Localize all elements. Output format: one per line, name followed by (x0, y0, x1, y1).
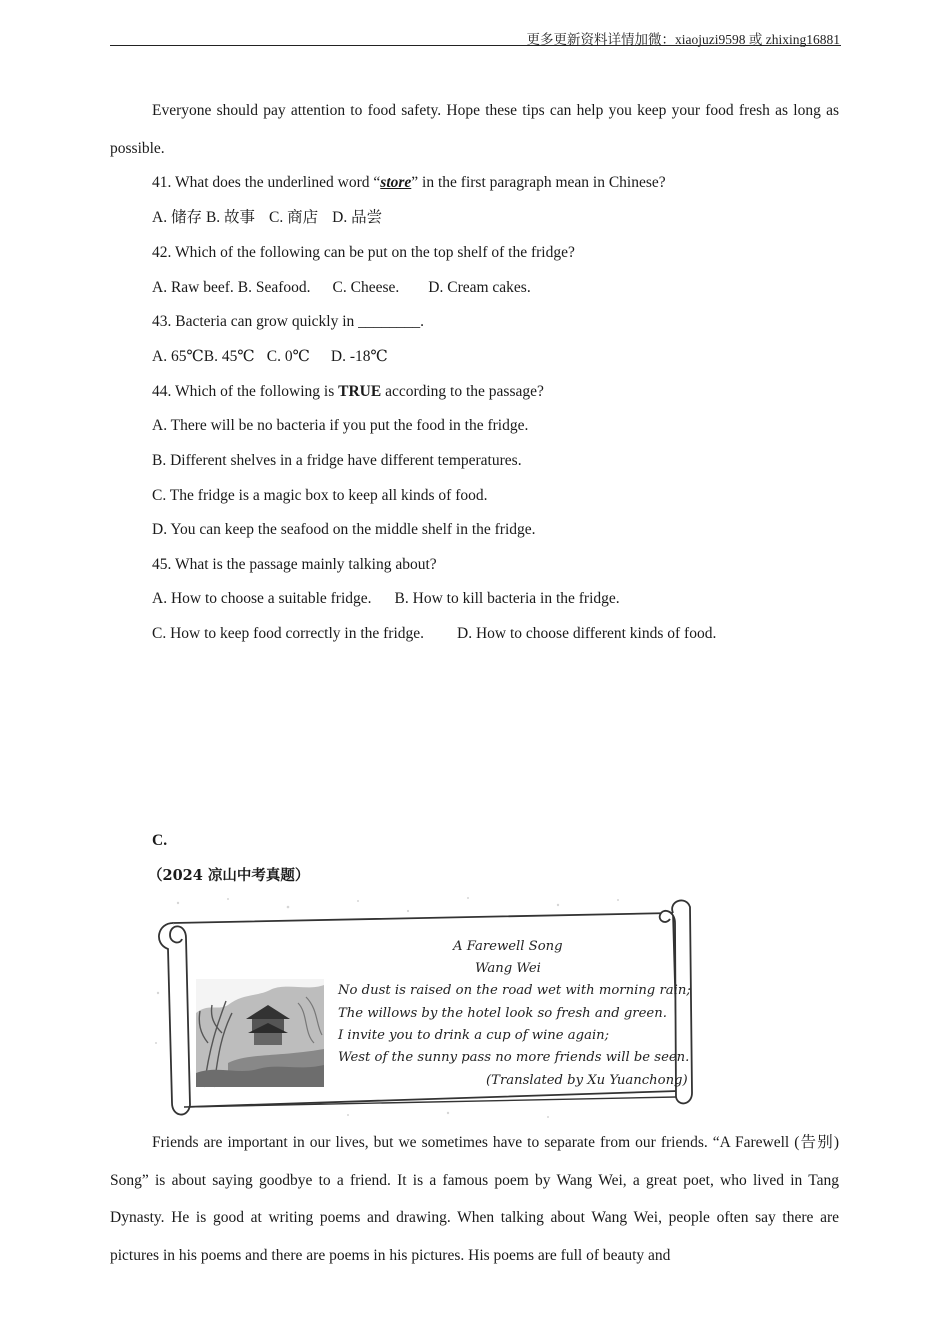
q45-options-row2 (152, 624, 716, 644)
q42-option-d: D. Cream cakes. (428, 279, 531, 296)
q41-underlined-word: store (380, 174, 412, 191)
q42-option-b: B. Seafood. (237, 279, 311, 296)
q43-option-d: D. -18℃ (330, 348, 388, 365)
q44-option-a: A. There will be no bacteria if you put the food in the fridge. (152, 417, 529, 434)
poem-scroll-illustration (148, 893, 696, 1121)
question-45: 45. What is the passage mainly talking about? (152, 556, 437, 573)
q41-suffix: ” in the first paragraph mean in Chinese? (411, 174, 666, 191)
section-c-source: （2024 凉山中考真题） (148, 867, 310, 884)
q44-option-c: C. The fridge is a magic box to keep all kinds of food. (152, 487, 488, 504)
q43-option-b: B. 45℃ (203, 348, 255, 365)
q45-options-row1 (152, 589, 620, 609)
q45-option-c: C. How to keep food correctly in the fridge. (152, 625, 425, 642)
q45-option-b: B. How to kill bacteria in the fridge. (394, 590, 620, 607)
q41-prefix: 41. What does the underlined word “ (152, 174, 381, 191)
page-header-contact: 更多更新资料详情加微：xiaojuzi9598 或 zhixing16881 (526, 32, 840, 47)
question-44 (152, 382, 544, 402)
header-rule (110, 45, 841, 46)
q43-option-c: C. 0℃ (266, 348, 310, 365)
q44-prefix: 44. Which of the following is (152, 383, 339, 400)
q42-option-a: A. Raw beef. (152, 279, 234, 296)
q42-options (152, 278, 531, 298)
q42-option-c: C. Cheese. (332, 279, 400, 296)
passage-c-paragraph: Friends are important in our lives, but we sometimes have to separate from our friends. “A Farewell (告别) Song” is about saying goodbye to a friend. It is a famous poem by Wang Wei, a great poet, who lived in Tang Dynasty. He is good at writing poems and drawing. When talking about Wang Wei, people often say there are pictures in his poems and there are poems in his pictures. His poems are full of beauty and (110, 1134, 839, 1264)
poem-line-1: No dust is raised on the road wet with morning rain; (338, 983, 691, 998)
q43-options (152, 347, 388, 367)
q44-suffix: according to the passage? (381, 383, 544, 400)
question-41 (152, 173, 666, 193)
poem-line-2: The willows by the hotel look so fresh and green. (338, 1006, 667, 1021)
passage-b-conclusion: Everyone should pay attention to food safety. Hope these tips can help you keep your food fresh as long as possible. (110, 102, 839, 157)
ink-painting-pavilion (196, 979, 324, 1087)
q44-option-d: D. You can keep the seafood on the middle shelf in the fridge. (152, 521, 536, 538)
question-42: 42. Which of the following can be put on the top shelf of the fridge? (152, 244, 575, 261)
question-43: 43. Bacteria can grow quickly in ________. (152, 313, 425, 330)
q44-option-b: B. Different shelves in a fridge have different temperatures. (152, 452, 522, 469)
poem-title: A Farewell Song (453, 939, 563, 954)
poem-line-4: West of the sunny pass no more friends will be seen. (338, 1050, 690, 1065)
q43-option-a: A. 65℃ (152, 348, 204, 365)
q45-option-a: A. How to choose a suitable fridge. (152, 590, 372, 607)
poem-translator: (Translated by Xu Yuanchong) (486, 1073, 688, 1088)
section-c-label: C. (152, 832, 168, 849)
q41-option-d: D. 品尝 (332, 209, 383, 226)
q41-options (152, 208, 382, 228)
q41-option-b: B. 故事 (205, 209, 256, 226)
q44-emphasis: TRUE (338, 383, 382, 400)
q41-option-c: C. 商店 (269, 209, 319, 226)
q41-option-a: A. 储存 (152, 209, 202, 226)
q45-option-d: D. How to choose different kinds of food. (457, 625, 717, 642)
poem-author: Wang Wei (475, 961, 541, 976)
poem-line-3: I invite you to drink a cup of wine again; (338, 1028, 610, 1043)
